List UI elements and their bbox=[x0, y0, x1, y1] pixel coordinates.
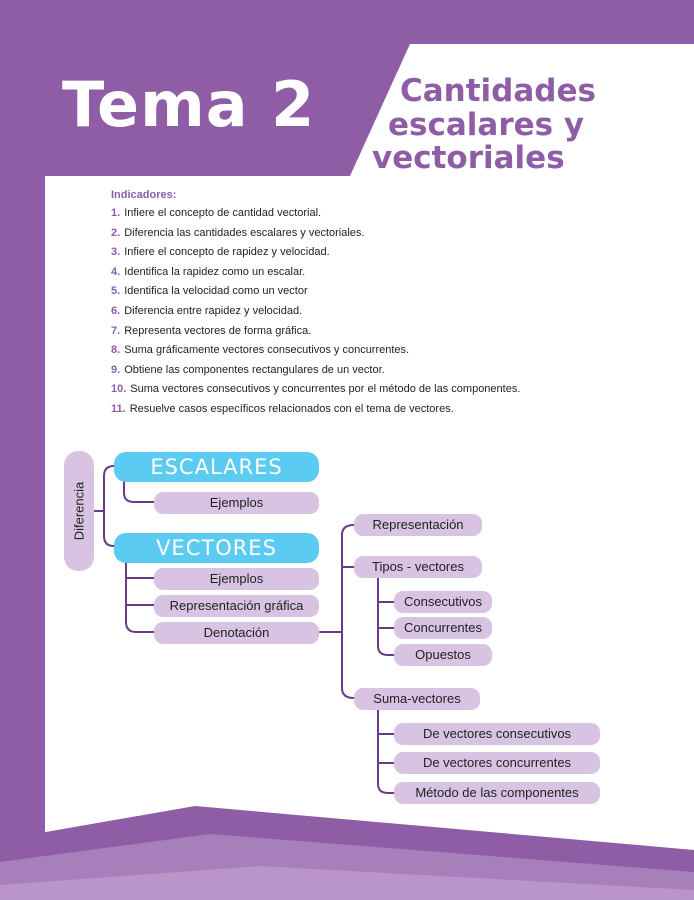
vectores-denotacion: Denotación bbox=[154, 622, 319, 644]
indicator-text: Suma vectores consecutivos y concurrentes por el método de las componentes. bbox=[130, 383, 521, 396]
indicator-number: 2. bbox=[111, 226, 121, 239]
tema-title: Tema 2 bbox=[62, 68, 316, 141]
indicator-number: 11. bbox=[111, 403, 126, 415]
tipos-vectores-node: Tipos - vectores bbox=[354, 556, 482, 578]
tipo-consecutivos: Consecutivos bbox=[394, 591, 492, 613]
subtitle-line-2: escalares y bbox=[388, 107, 585, 143]
indicators-heading: Indicadores: bbox=[111, 189, 177, 201]
vectores-ejemplos: Ejemplos bbox=[154, 568, 319, 590]
tipo-opuestos: Opuestos bbox=[394, 644, 492, 666]
indicator-text: Diferencia las cantidades escalares y vectoriales. bbox=[124, 226, 365, 239]
indicator-text: Obtiene las componentes rectangulares de un vector. bbox=[124, 363, 385, 376]
suma-metodo-componentes: Método de las componentes bbox=[394, 782, 600, 804]
indicator-number: 5. bbox=[111, 285, 121, 298]
indicator-number: 4. bbox=[111, 265, 121, 278]
suma-vectores-node: Suma-vectores bbox=[354, 688, 480, 710]
vectores-representacion-grafica: Representación gráfica bbox=[154, 595, 319, 617]
indicator-number: 7. bbox=[111, 324, 121, 337]
indicator-number: 6. bbox=[111, 305, 121, 317]
indicator-text: Diferencia entre rapidez y velocidad. bbox=[124, 305, 303, 317]
indicator-number: 8. bbox=[111, 344, 121, 357]
diferencia-label: Diferencia bbox=[71, 481, 87, 541]
indicator-text: Representa vectores de forma gráfica. bbox=[124, 324, 312, 337]
indicator-text: Infiere el concepto de rapidez y velocidad. bbox=[124, 246, 330, 259]
indicator-text: Infiere el concepto de cantidad vectorial. bbox=[124, 207, 322, 219]
indicator-number: 1. bbox=[111, 207, 121, 219]
tipo-concurrentes: Concurrentes bbox=[394, 617, 492, 639]
indicator-number: 10. bbox=[111, 383, 127, 396]
subtitle-line-3: vectoriales bbox=[372, 140, 565, 176]
suma-concurrentes: De vectores concurrentes bbox=[394, 752, 600, 774]
representacion-node: Representación bbox=[354, 514, 482, 536]
escalares-header: ESCALARES bbox=[114, 452, 319, 482]
indicator-text: Identifica la rapidez como un escalar. bbox=[124, 265, 306, 278]
escalares-ejemplos: Ejemplos bbox=[154, 492, 319, 514]
indicator-text: Identifica la velocidad como un vector bbox=[124, 285, 308, 298]
subtitle-line-1: Cantidades bbox=[400, 73, 596, 109]
indicator-number: 9. bbox=[111, 363, 121, 376]
vectores-header: VECTORES bbox=[114, 533, 319, 563]
indicator-text: Resuelve casos específicos relacionados con el tema de vectores. bbox=[129, 403, 454, 415]
indicator-text: Suma gráficamente vectores consecutivos y concurrentes. bbox=[124, 344, 410, 357]
suma-consecutivos: De vectores consecutivos bbox=[394, 723, 600, 745]
indicator-number: 3. bbox=[111, 246, 121, 259]
